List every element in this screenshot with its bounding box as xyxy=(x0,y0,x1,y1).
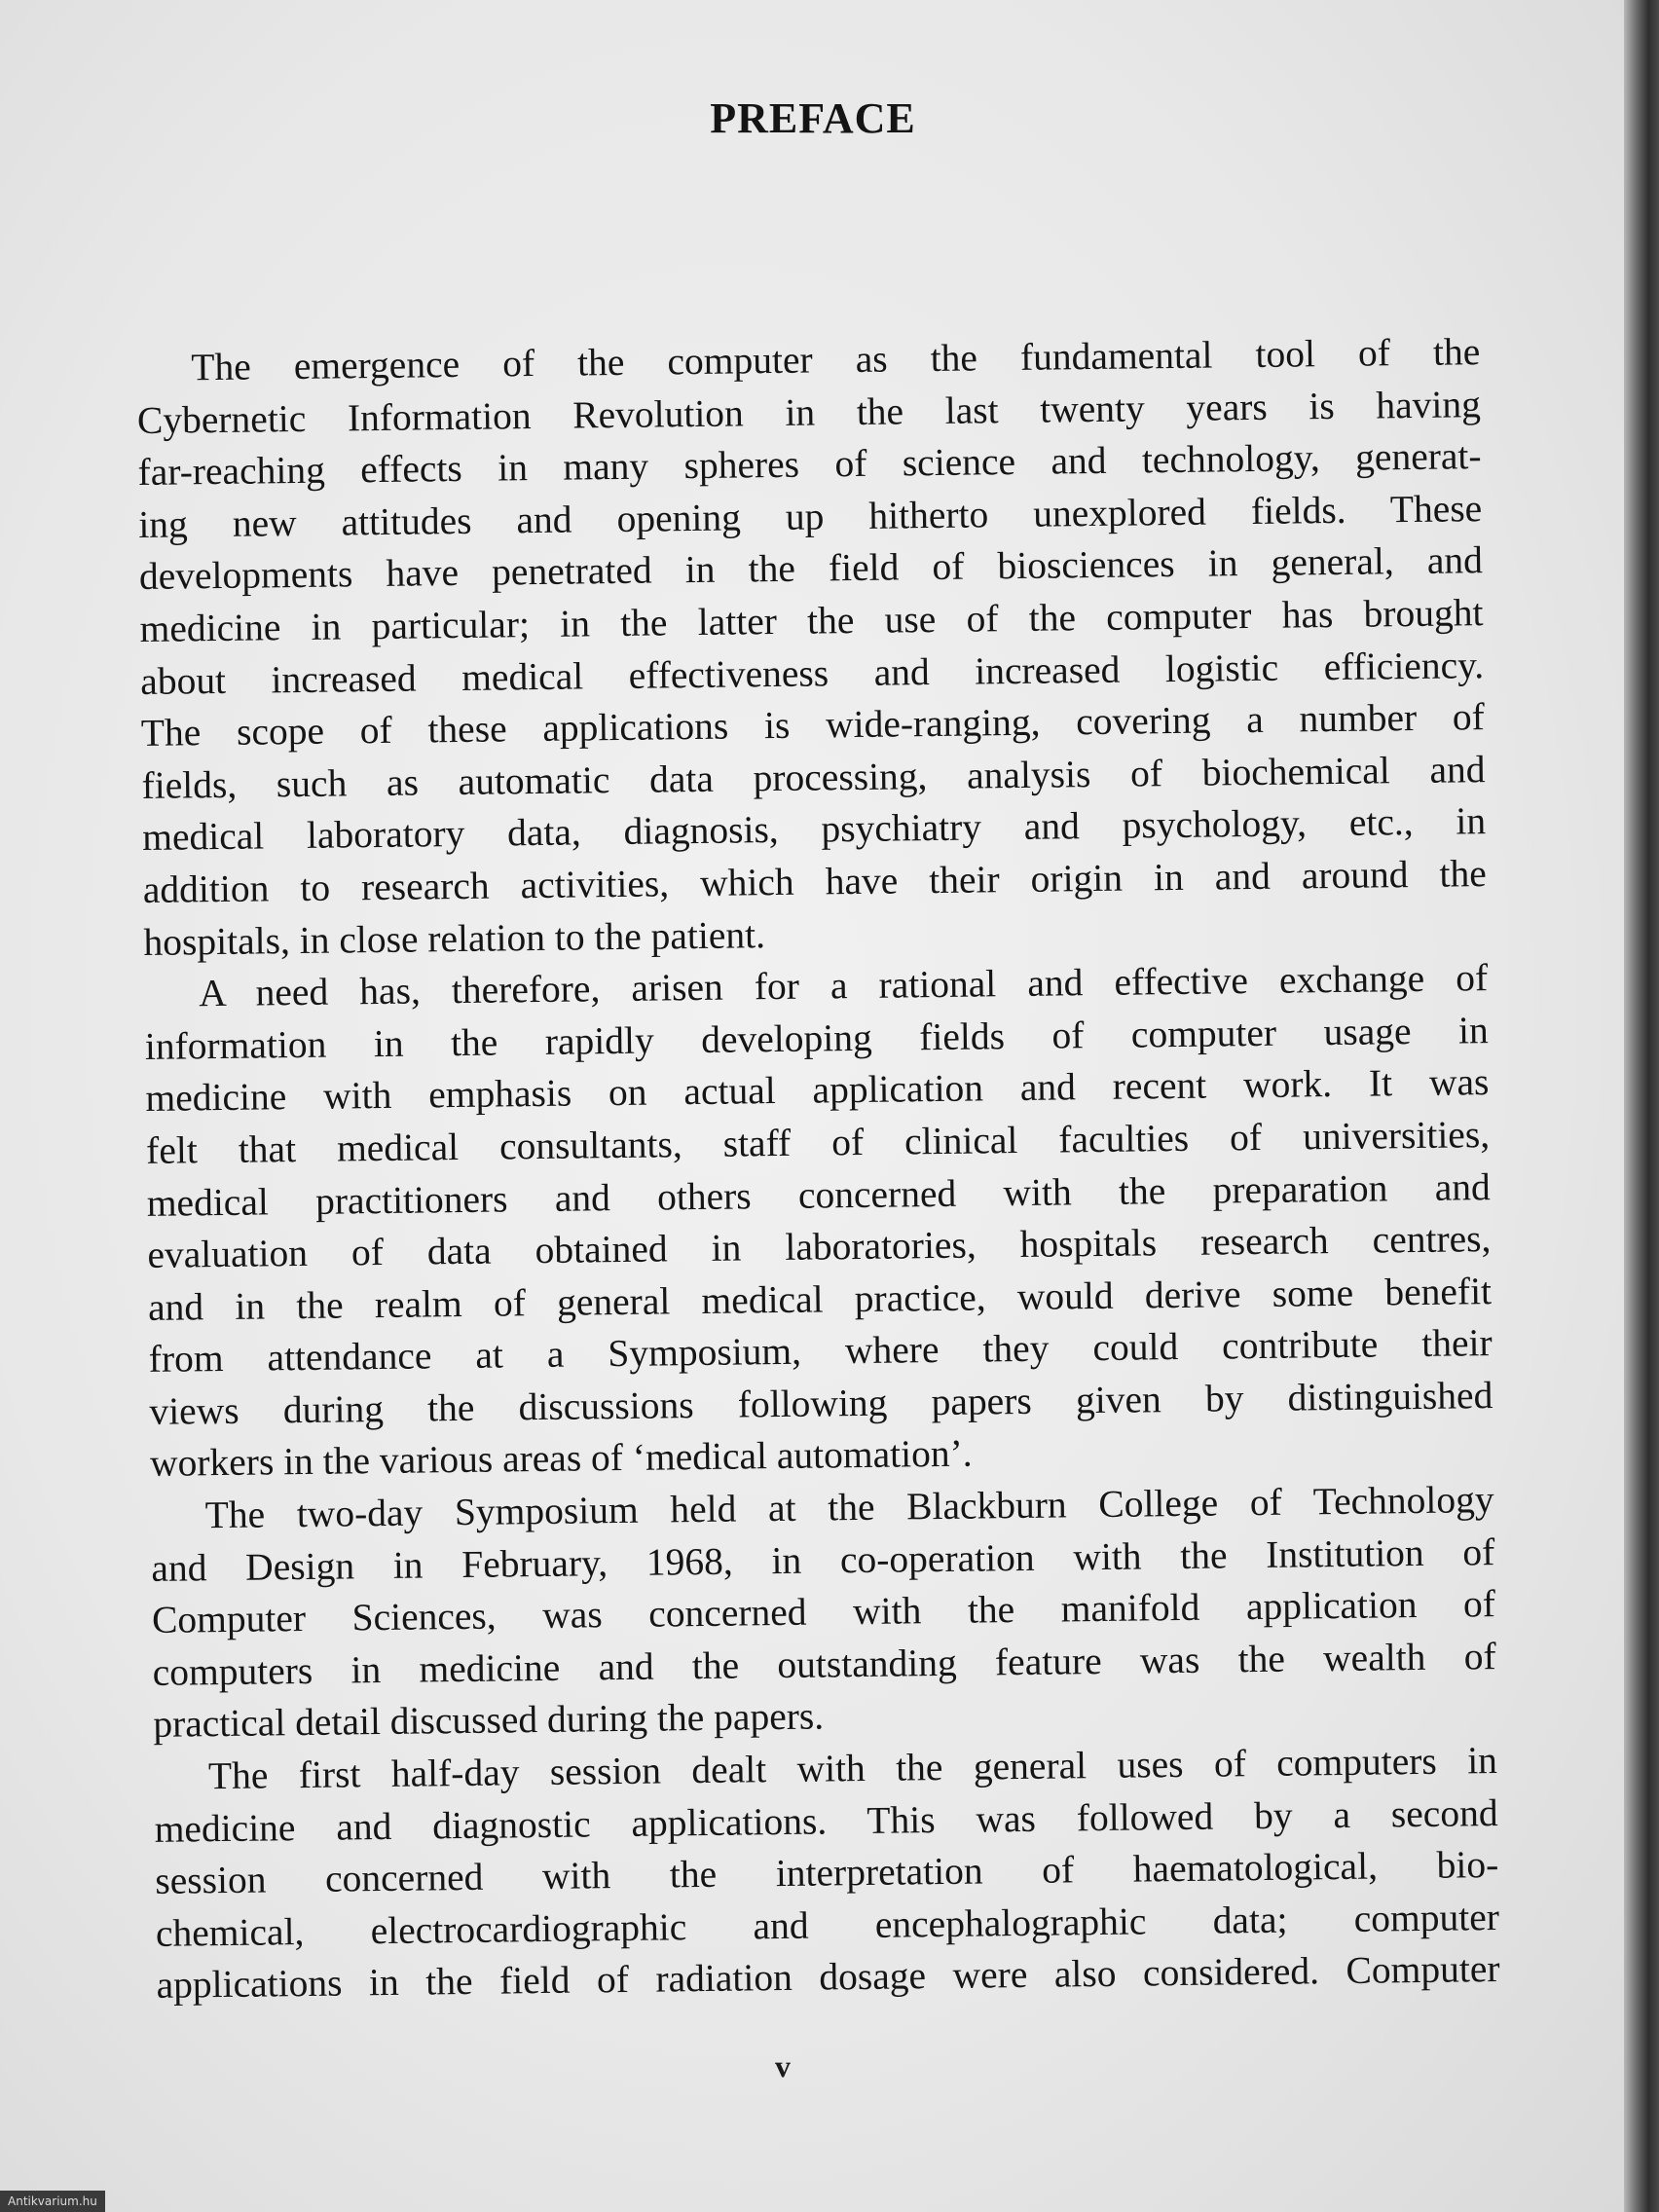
text-line: medicine and diagnostic applications. This was followed by a second xyxy=(154,1790,1498,1851)
text-line: far-reaching effects in many spheres of science and technology, generat- xyxy=(137,434,1482,495)
text-line: The scope of these applications is wide-ranging, covering a number of xyxy=(140,695,1486,756)
text-line: hospitals, in close relation to the patient. xyxy=(143,912,766,964)
watermark-label: Antikvarium.hu xyxy=(0,2191,105,2212)
text-line: practical detail discussed during the papers. xyxy=(153,1694,825,1747)
text-line: about increased medical effectiveness and increased logistic efficiency. xyxy=(139,643,1485,703)
text-line: medicine in particular; in the latter the use of the computer has brought xyxy=(139,591,1484,650)
text-line: fields, such as automatic data processing, analysis of biochemical and xyxy=(141,747,1486,807)
text-line: medical laboratory data, diagnosis, psychiatry and psychology, etc., in xyxy=(141,799,1487,860)
paragraph-1 xyxy=(136,326,1488,969)
text-line: medicine with emphasis on actual application and recent work. It was xyxy=(145,1060,1490,1121)
page-heading: PREFACE xyxy=(710,94,916,142)
paragraph-4 xyxy=(154,1735,1500,2012)
text-line: workers in the various areas of ‘medical automation’. xyxy=(149,1432,973,1486)
text-line: session concerned with the interpretation of haematological, bio- xyxy=(155,1843,1499,1903)
text-line: Computer Sciences, was concerned with the manifold application of xyxy=(151,1582,1496,1642)
page-number: v xyxy=(775,2048,791,2083)
text-line: A need has, therefore, arisen for a rational and effective exchange of xyxy=(198,956,1489,1015)
text-line: chemical, electrocardiographic and encephalographic data; computer xyxy=(155,1895,1500,1955)
text-line: from attendance at a Symposium, where they could contribute their xyxy=(148,1321,1493,1382)
text-line: evaluation of data obtained in laboratories, hospitals research centres, xyxy=(147,1217,1492,1277)
text-line: developments have penetrated in the field of biosciences in general, and xyxy=(138,538,1484,599)
text-line: and Design in February, 1968, in co-operation with the Institution of xyxy=(151,1530,1495,1590)
text-line: felt that medical consultants, staff of clinical faculties of universities, xyxy=(145,1112,1491,1172)
text-line: computers in medicine and the outstanding feature was the wealth of xyxy=(152,1634,1496,1694)
paragraph-3 xyxy=(150,1474,1496,1751)
text-line: The emergence of the computer as the fundamental tool of the xyxy=(191,330,1481,389)
text-line: medical practitioners and others concerned with the preparation and xyxy=(146,1164,1491,1225)
text-line: Cybernetic Information Revolution in the last twenty years is having xyxy=(136,382,1482,442)
text-line: information in the rapidly developing fields of computer usage in xyxy=(144,1008,1489,1068)
text-line: and in the realm of general medical practice, would derive some benefit xyxy=(147,1269,1493,1329)
text-line: The two-day Symposium held at the Blackburn College of Technology xyxy=(204,1478,1494,1537)
preface-body xyxy=(136,326,1500,2012)
text-line: The first half-day session dealt with the general uses of computers in xyxy=(207,1739,1498,1798)
text-line: applications in the field of radiation dosage were also considered. Computer xyxy=(156,1947,1500,2008)
paragraph-2 xyxy=(144,952,1493,1491)
page-edge-shadow xyxy=(1624,0,1659,2212)
text-line: views during the discussions following papers given by distinguished xyxy=(149,1373,1493,1433)
text-line: ing new attitudes and opening up hitherto unexplored fields. These xyxy=(138,486,1483,546)
text-line: addition to research activities, which have their origin in and around the xyxy=(142,852,1488,911)
